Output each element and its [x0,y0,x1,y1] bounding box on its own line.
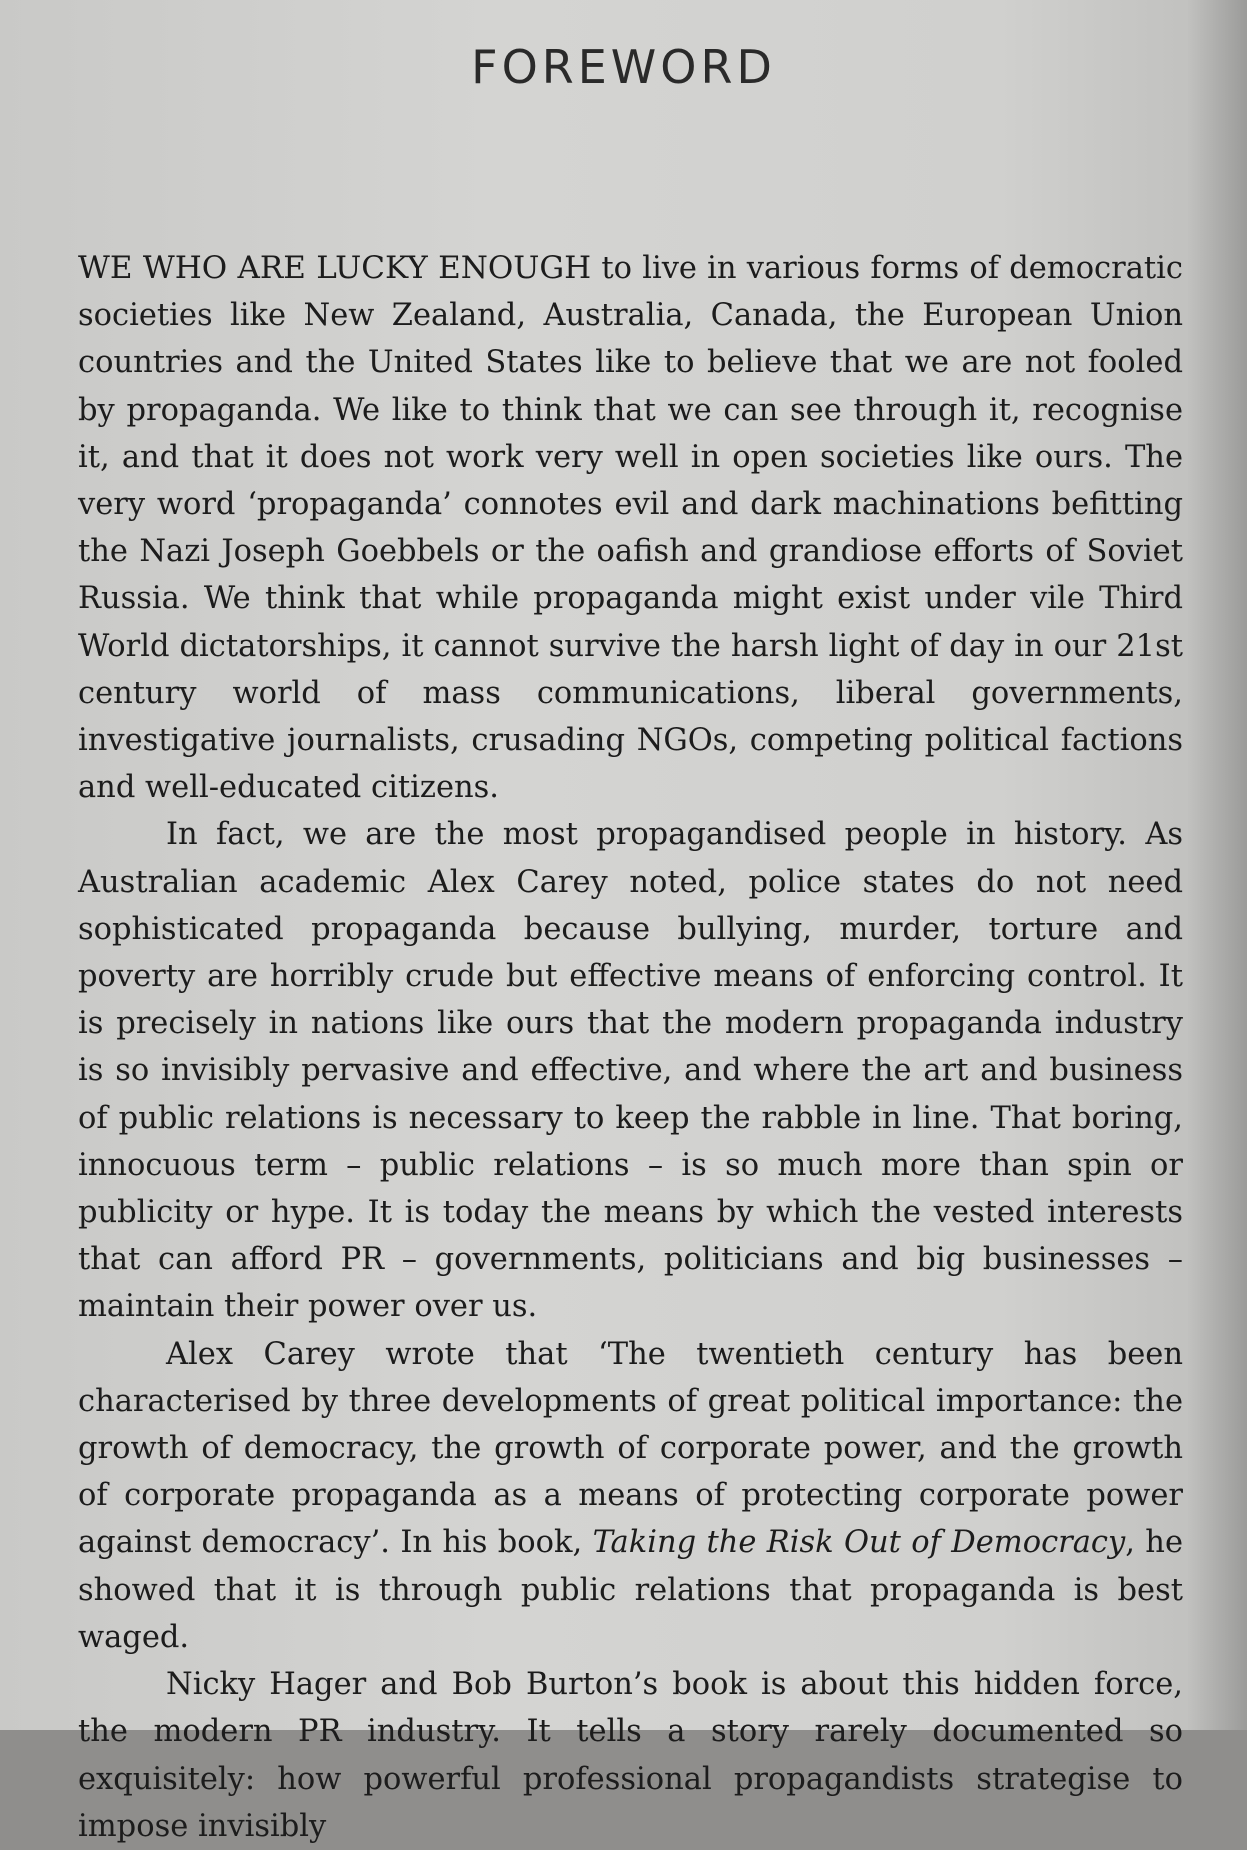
page-title: FOREWORD [471,40,776,94]
paragraph-3-text-a: Alex Carey wrote that ‘The twentieth century has been characterised by three developments of great political importance: the growth of democracy, the growth of corporate power, and the growth of corporate propaganda as a means of protecting corporate power against democracy’. In his book, [78,1336,1183,1561]
lead-in: WE WHO ARE LUCKY ENOUGH [78,250,592,286]
paragraph-1-text: to live in various forms of democratic societies like New Zealand, Australia, Canada, the European Union countries and the United States like to believe that we are not fooled by propaganda. We like to think that we can see through it, recognise it, and that it does not work very well in open societies like ours. The very word ‘propaganda’ connotes evil and dark machinations befitting the Nazi Joseph Goebbels or the oafish and grandiose efforts of Soviet Russia. We think that while propaganda might exist under vile Third World dictatorships, it cannot survive the harsh light of day in our 21st century world of mass communications, liberal governments, investigative journalists, crusading NGOs, competing political factions and well-educated citizens. [78,251,1183,806]
paragraph-3 [78,1331,1183,1661]
spine-shadow [1187,0,1247,1730]
paragraph-1 [78,245,1183,811]
paragraph-2: In fact, we are the most propagandised people in history. As Australian academic Alex Carey noted, police states do not need sophisticated propaganda because bullying, murder, torture and poverty are horribly crude but effective means of enforcing control. It is precisely in nations like ours that the modern propaganda industry is so invisibly pervasive and effective, and where the art and business of public relations is necessary to keep the rabble in line. That boring, innocuous term – public relations – is so much more than spin or publicity or hype. It is today the means by which the vested interests that can afford PR – governments, politicians and big businesses – maintain their power over us. [78,817,1183,1325]
paragraph-4: Nicky Hager and Bob Burton’s book is about this hidden force, the modern PR industry. It tells a story rarely documented so exquisitely: how powerful professional propagandists strategise to impose invisibly [78,1667,1183,1844]
foreword-body [78,245,1183,1850]
book-title: Taking the Risk Out of Democracy [592,1525,1126,1561]
paragraph-3-text-b: , he showed that it is through public relations that propaganda is best waged. [78,1525,1183,1655]
